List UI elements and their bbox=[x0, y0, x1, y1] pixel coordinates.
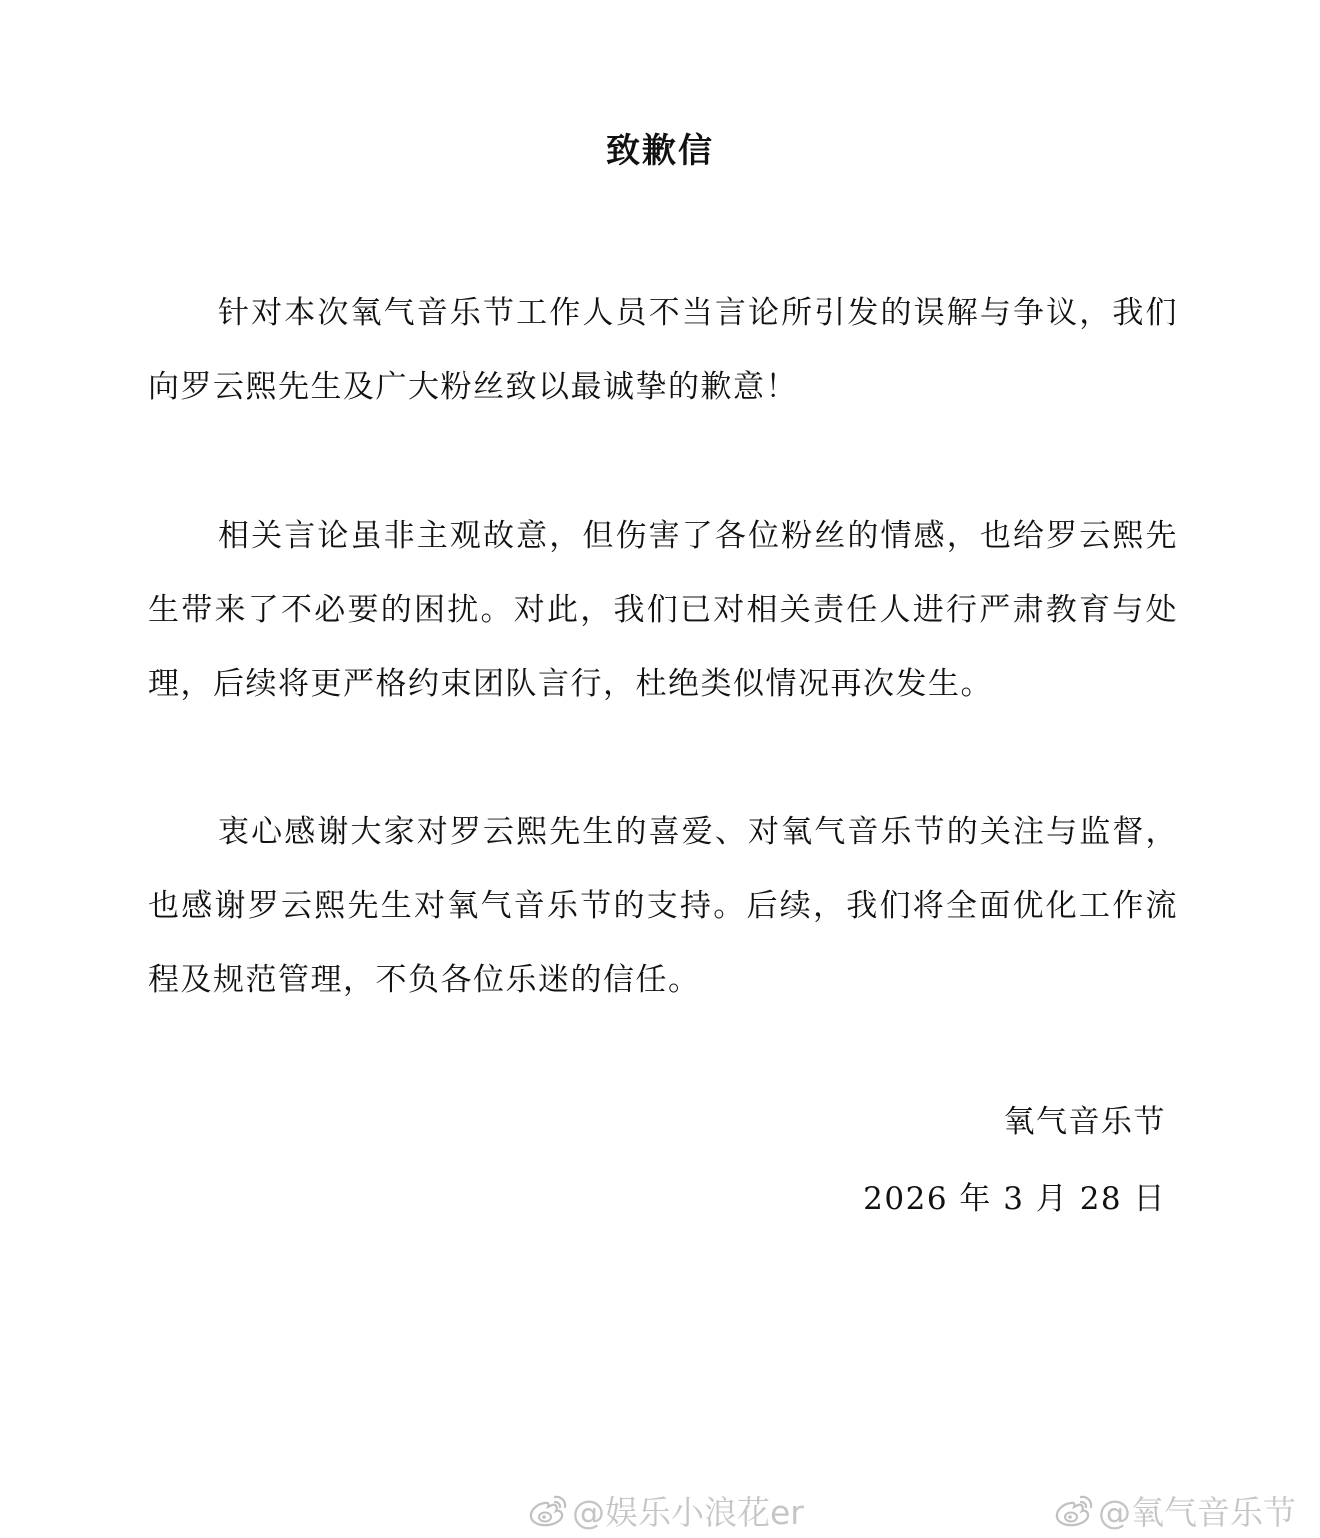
signature-organization: 氧气音乐节 bbox=[1003, 1104, 1166, 1140]
watermark-source bbox=[1054, 1486, 1296, 1534]
watermark-reposter-text: @娱乐小浪花er bbox=[572, 1492, 804, 1532]
watermark-source-text: @氧气音乐节 bbox=[1098, 1492, 1296, 1532]
paragraph-thanks: 衷心感谢大家对罗云熙先生的喜爱、对氧气音乐节的关注与监督，也感谢罗云熙先生对氧气音乐节的支持。后续，我们将全面优化工作流程及规范管理，不负各位乐迷的信任。 bbox=[148, 814, 1178, 998]
weibo-icon bbox=[528, 1493, 568, 1527]
watermark-bar bbox=[0, 1486, 1320, 1534]
paragraph-apology: 针对本次氧气音乐节工作人员不当言论所引发的误解与争议，我们向罗云熙先生及广大粉丝致以最诚挚的歉意！ bbox=[148, 295, 1178, 405]
paragraph-handling: 相关言论虽非主观故意，但伤害了各位粉丝的情感，也给罗云熙先生带来了不必要的困扰。对此，我们已对相关责任人进行严肃教育与处理，后续将更严格约束团队言行，杜绝类似情况再次发生。 bbox=[148, 518, 1178, 702]
signature-date: 2026 年 3 月 28 日 bbox=[863, 1181, 1166, 1217]
watermark-reposter bbox=[528, 1486, 804, 1534]
weibo-icon bbox=[1054, 1493, 1094, 1527]
letter-title: 致歉信 bbox=[606, 131, 714, 171]
